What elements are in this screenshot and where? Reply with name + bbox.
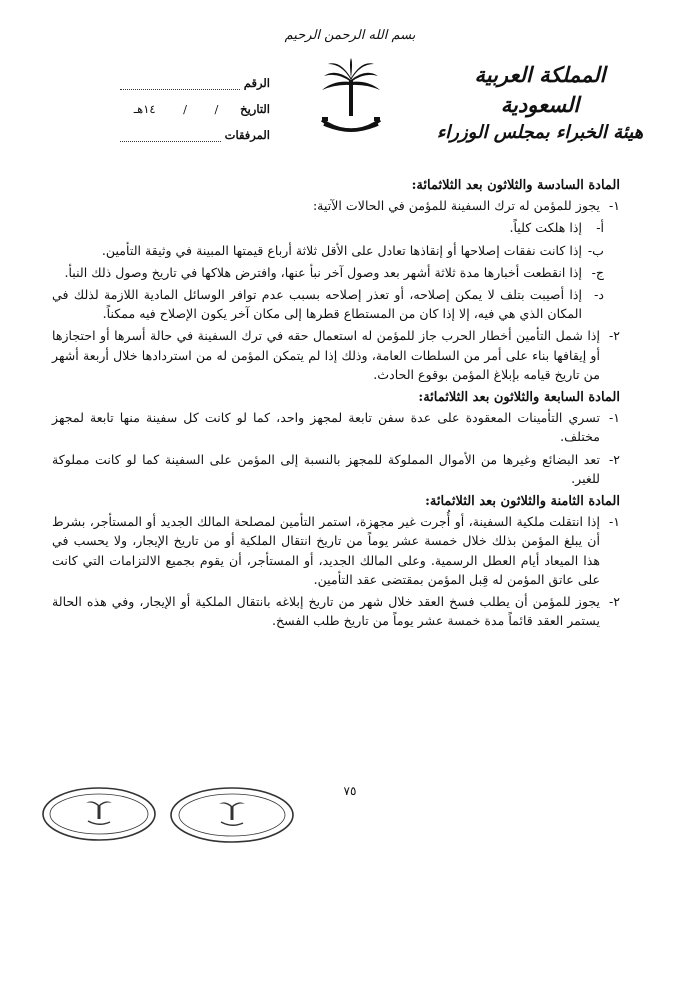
attachments-label: المرفقات: [224, 128, 270, 142]
reference-number-row: [120, 64, 270, 90]
sub-clause-text: إذا انقطعت أخبارها مدة ثلاثة أشهر بعد وصول آخر نبأ عنها، وافترض هلاكها في تاريخ وصول ذلك النبأ.: [64, 264, 582, 280]
basmala: بسم الله الرحمن الرحيم: [284, 28, 416, 43]
sub-clause-text: إذا هلكت كلياً.: [509, 220, 582, 236]
official-seal-icon: [168, 785, 296, 845]
date-year: ١٤هـ: [133, 102, 156, 116]
reference-number-label: الرقم: [243, 76, 270, 90]
sub-clause: [52, 241, 620, 260]
clause-number: ٢-: [608, 451, 620, 467]
article-clause: [52, 196, 620, 215]
article-clause: [52, 450, 620, 488]
clause-number: ١-: [608, 410, 620, 426]
sub-clause: [52, 285, 620, 323]
reference-number-line: [120, 77, 240, 90]
attachments-row: [120, 116, 270, 142]
organization-country: المملكة العربية السعودية: [474, 62, 606, 117]
organization-header: [435, 60, 645, 146]
reference-block: [120, 64, 270, 142]
sub-clause-letter: د-: [594, 287, 604, 303]
sub-clause-text: إذا أصيبت بتلف لا يمكن إصلاحه، أو تعذر إصلاحه بسبب عدم توافر الوسائل المادية اللازمة لذلك في المكان الذي هي فيه، إلا إذا كان من المستطاع قطرها إلى مكان آخر يكون الإصلاح فيه ممكناً.: [52, 287, 582, 322]
clause-text: تعد البضائع وغيرها من الأموال المملوكة للمجهز بالنسبة إلى المؤمن على السفينة كما لو كانت مملوكة للغير.: [52, 451, 600, 486]
sub-clause-letter: أ-: [596, 220, 604, 236]
official-seal-icon: [40, 785, 158, 843]
clause-number: ١-: [608, 514, 620, 530]
clause-text: يجوز للمؤمن أن يطلب فسخ العقد خلال شهر من تاريخ إبلاغه بانتقال الملكية أو الإيجار، وفي هذه الحالة يستمر العقد قائماً مدة خمسة عشر يوماً من تاريخ طلب الفسخ.: [52, 594, 600, 629]
clause-number: ٢-: [608, 328, 620, 344]
article-clause: [52, 408, 620, 446]
document-body: [52, 172, 620, 633]
article-title: المادة الثامنة والثلاثون بعد الثلاثمائة:: [425, 494, 620, 510]
clause-text: يجوز للمؤمن له ترك السفينة للمؤمن في الحالات الآتية:: [312, 198, 600, 214]
sub-clause: [52, 218, 620, 237]
clause-text: إذا انتقلت ملكية السفينة، أو أُجرت غير مجهزة، استمر التأمين لمصلحة المالك الجديد أو المستأجر، بشرط أن يبلغ المؤمن بذلك خلال خمسة عشر يوماً من تاريخ انتقال الملكية أو من تاريخ الإيجار، ولا يحسب في هذا الميعاد أيام العطل الرسمية. وعلى المالك الجديد، أو المستأجر، أن يقوم بجميع الالتزامات التي كانت على عاتق المؤمن له قِبل المؤمن بمقتضى عقد التأمين.: [52, 514, 600, 587]
date-separator: /: [183, 102, 187, 116]
page-number: ٧٥: [343, 784, 357, 798]
sub-clause: [52, 263, 620, 282]
clause-text: تسري التأمينات المعقودة على عدة سفن تابعة لمجهز واحد، كما لو كانت كل سفينة منها تابعة لمجهز مختلف.: [52, 410, 600, 445]
article-clause: [52, 326, 620, 384]
date-label: التاريخ: [240, 102, 270, 116]
article-title: المادة السادسة والثلاثون بعد الثلاثمائة:: [411, 178, 620, 193]
article-clause: [52, 592, 620, 630]
attachments-line: [120, 129, 221, 142]
article-title: المادة السابعة والثلاثون بعد الثلاثمائة:: [418, 390, 620, 406]
palm-and-swords-emblem-icon: [316, 58, 386, 142]
sub-clause-letter: ب-: [587, 242, 604, 258]
sub-clause-letter: ج-: [591, 264, 604, 280]
sub-clause-text: إذا كانت نفقات إصلاحها أو إنقاذها تعادل على الأقل ثلاثة أرباع قيمتها المبينة في وثيقة التأمين.: [101, 242, 582, 258]
date-field: [120, 102, 240, 116]
clause-text: إذا شمل التأمين أخطار الحرب جاز للمؤمن له استعمال حقه في ترك السفينة في حالة أسرها أو احتجازها أو إيقافها بناء على أمر من السلطات العامة، وذلك إذا لم يتمكن المؤمن له من استردادها خلال أربعة أشهر من تاريخ قيامه بإبلاغ المؤمن بوقوع الحادث.: [52, 328, 600, 382]
date-row: [120, 90, 270, 116]
date-separator: /: [214, 102, 219, 116]
clause-number: ١-: [608, 198, 620, 214]
organization-name: هيئة الخبراء بمجلس الوزراء: [436, 122, 644, 143]
clause-number: ٢-: [608, 594, 620, 610]
article-clause: [52, 512, 620, 589]
